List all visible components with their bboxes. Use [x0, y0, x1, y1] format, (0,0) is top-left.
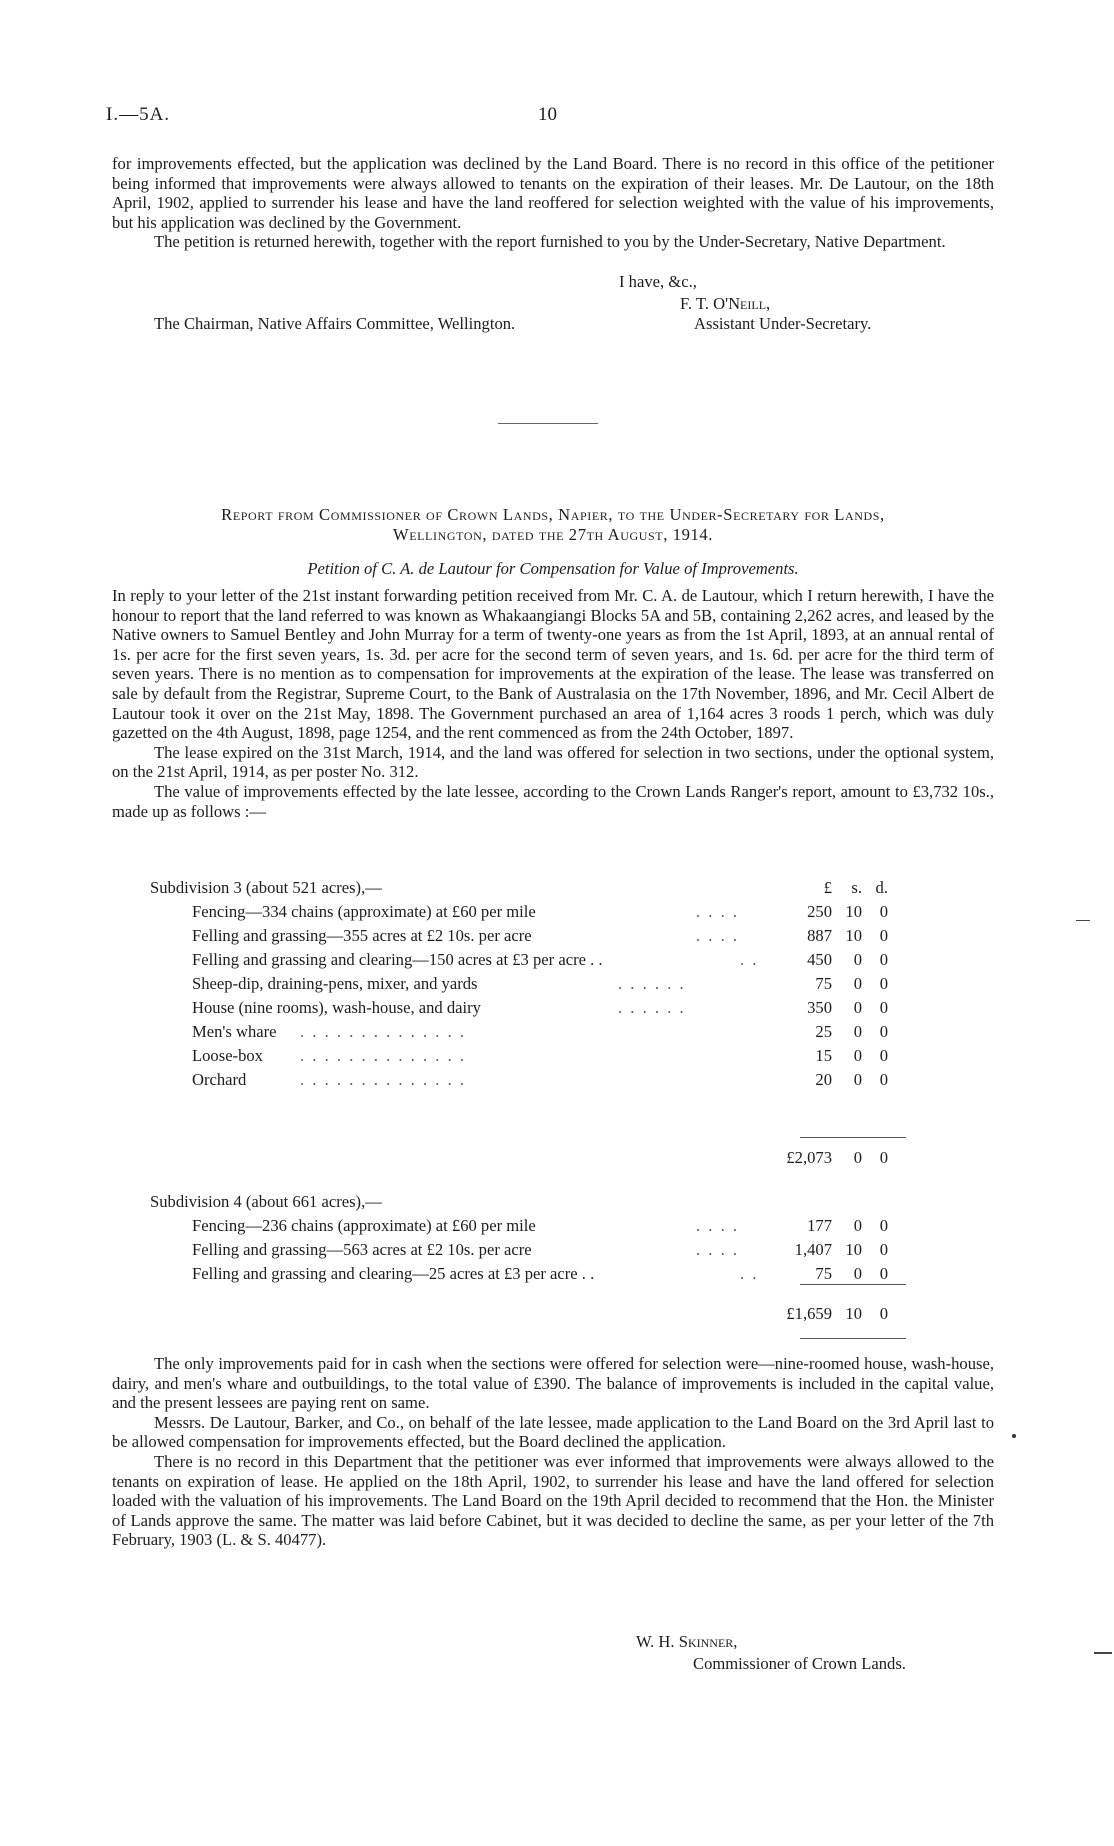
dot-leader: . . . . . . . . . . . . . .: [300, 1070, 467, 1089]
amount-pounds: 177: [807, 1216, 832, 1235]
amount-pence: 0: [879, 1240, 888, 1259]
amount-pounds: 250: [807, 902, 832, 921]
amount-shillings: 0: [853, 974, 862, 993]
item-description: Men's whare: [192, 1022, 277, 1041]
subdivision-3-total-row: [150, 1146, 940, 1170]
report-signer: W. H. Skinner,: [636, 1632, 738, 1651]
letter-addressee: The Chairman, Native Affairs Committee, Wellington.: [154, 314, 516, 333]
letter-paragraph-2: The petition is returned herewith, together with the report furnished to you by the Under-Secretary, Native Department.: [154, 232, 946, 252]
amount-pence: 0: [879, 1216, 888, 1235]
total-shillings: 10: [845, 1304, 862, 1323]
amount-pence: 0: [879, 950, 888, 969]
dot-leader: . . . .: [696, 926, 740, 945]
amount-pounds: 15: [815, 1046, 832, 1065]
total-pence: 0: [879, 1148, 888, 1167]
amount-pounds: 887: [807, 926, 832, 945]
table-row: [150, 996, 940, 1020]
dot-leader: . . . .: [696, 1240, 740, 1259]
report-paragraph-3: The value of improvements effected by the late lessee, according to the Crown Lands Ranger's report, amount to £3,732 10s., made up as follows :—: [112, 781, 994, 821]
col-pence-header: d.: [875, 878, 888, 897]
amount-pounds: 350: [807, 998, 832, 1017]
subdivision-4-table: [150, 1190, 940, 1286]
amount-pence: 0: [879, 998, 888, 1017]
letter-closing: I have, &c.,: [619, 272, 697, 291]
subdivision-4-total-row: [150, 1302, 940, 1326]
dot-leader: . . . . . .: [618, 998, 686, 1017]
amount-shillings: 0: [853, 950, 862, 969]
closing-body: [112, 1354, 994, 1550]
table-row: [150, 1214, 940, 1238]
letter-body: [112, 154, 994, 252]
table-row: [150, 900, 940, 924]
dot-leader: . . . .: [696, 1216, 740, 1235]
item-description: Orchard: [192, 1070, 247, 1089]
report-title-line-2: Wellington, dated the 27th August, 1914.: [392, 525, 714, 544]
item-description: Fencing—334 chains (approximate) at £60 per mile: [192, 902, 536, 921]
amount-shillings: 0: [853, 1046, 862, 1065]
dot-leader: . . . . . . . . . . . . . .: [300, 1046, 467, 1065]
table-row: [150, 1044, 940, 1068]
item-description: Fencing—236 chains (approximate) at £60 per mile: [192, 1216, 536, 1235]
table-row: [150, 1020, 940, 1044]
amount-pounds: 20: [815, 1070, 832, 1089]
letter-signer: F. T. O'Neill,: [680, 294, 771, 313]
amount-pence: 0: [879, 1070, 888, 1089]
dot-leader: . . . . . .: [618, 974, 686, 993]
amount-pence: 0: [879, 1264, 888, 1283]
closing-paragraph-2: Messrs. De Lautour, Barker, and Co., on behalf of the late lessee, made application to the Land Board on the 3rd April last to be allowed compensation for improvements effected, but the Board declined the application.: [112, 1412, 994, 1452]
page-number: 10: [538, 104, 557, 125]
total-row: [150, 1146, 940, 1170]
amount-pounds: 75: [815, 974, 832, 993]
amount-shillings: 0: [853, 1022, 862, 1041]
item-description: Felling and grassing and clearing—25 acres at £3 per acre . .: [192, 1264, 595, 1283]
margin-mark: [1076, 920, 1090, 921]
amount-pounds: 450: [807, 950, 832, 969]
table-row: [150, 1262, 940, 1286]
amount-pence: 0: [879, 1046, 888, 1065]
closing-paragraph-3: There is no record in this Department that the petitioner was ever informed that improvements were always allowed to the tenants on expiration of lease. He applied on the 18th April, 1902, to surrender his lease and have the land offered for selection loaded with the valuation of his improvements. The Land Board on the 19th April decided to recommend that the Hon. the Minister of Lands approve the same. The matter was laid before Cabinet, but it was decided to decline the same, as per your letter of the 7th February, 1903 (L. & S. 40477).: [112, 1451, 994, 1550]
amount-shillings: 0: [853, 1264, 862, 1283]
letter-signer-title: Assistant Under-Secretary.: [694, 314, 872, 333]
col-shillings-header: s.: [851, 878, 862, 897]
margin-speck: [1012, 1434, 1016, 1438]
report-title: [112, 505, 994, 545]
subdivision-3-heading: Subdivision 3 (about 521 acres),—: [150, 878, 382, 897]
amount-shillings: 0: [853, 1216, 862, 1235]
total-shillings: 0: [853, 1148, 862, 1167]
report-paragraph-2: The lease expired on the 31st March, 1914, and the land was offered for selection in two sections, under the optional system, on the 21st April, 1914, as per poster No. 312.: [112, 742, 994, 782]
total-pence: 0: [879, 1304, 888, 1323]
margin-mark: [1094, 1652, 1112, 1654]
amount-shillings: 10: [845, 902, 862, 921]
item-description: Felling and grassing and clearing—150 acres at £3 per acre . .: [192, 950, 603, 969]
amount-pounds: 75: [815, 1264, 832, 1283]
table-header-row: [150, 876, 940, 900]
table-row: [150, 1068, 940, 1092]
report-title-line-1: Report from Commissioner of Crown Lands, Napier, to the Under-Secretary for Lands,: [221, 505, 885, 524]
dot-leader: . .: [740, 1264, 759, 1283]
item-description: House (nine rooms), wash-house, and dairy: [192, 998, 481, 1017]
amount-shillings: 10: [845, 1240, 862, 1259]
closing-paragraph-1: The only improvements paid for in cash when the sections were offered for selection were—nine-roomed house, wash-house, dairy, and men's whare and outbuildings, to the total value of £390. The balance of improvements is included in the capital value, and the present lessees are paying rent on same.: [112, 1354, 994, 1413]
total-row: [150, 1302, 940, 1326]
amount-pounds: 1,407: [794, 1240, 832, 1259]
report-paragraph-1: In reply to your letter of the 21st instant forwarding petition received from Mr. C. A. de Lautour, which I return herewith, I have the honour to report that the land referred to was known as Whakaangiangi Blocks 5A and 5B, containing 2,262 acres, and leased by the Native owners to Samuel Bentley and John Murray for a term of twenty-one years as from the 1st April, 1893, at an annual rental of 1s. per acre for the first seven years, 1s. 3d. per acre for the second term of seven years, and 1s. 6d. per acre for the third term of seven years. There is no mention as to compensation for improvements at the expiration of the lease. The lease was transferred on sale by default from the Registrar, Supreme Court, to the Bank of Australasia on the 17th November, 1896, and Mr. Cecil Albert de Lautour took it over on the 21st May, 1898. The Government purchased an area of 1,164 acres 3 roods 1 perch, which was duly gazetted on the 4th August, 1898, page 1254, and the rent commenced as from the 24th October, 1897.: [112, 586, 994, 743]
amount-pence: 0: [879, 1022, 888, 1041]
amount-pence: 0: [879, 974, 888, 993]
table-row: [150, 924, 940, 948]
improvements-table: [150, 876, 940, 1092]
table-header-row: [150, 1190, 940, 1214]
amount-pence: 0: [879, 926, 888, 945]
item-description: Sheep-dip, draining-pens, mixer, and yards: [192, 974, 478, 993]
table-row: [150, 1238, 940, 1262]
subtotal-rule: [800, 1284, 906, 1285]
report-body: [112, 586, 994, 821]
subtotal-rule: [800, 1137, 906, 1138]
dot-leader: . .: [740, 950, 759, 969]
item-description: Loose-box: [192, 1046, 263, 1065]
document-reference: I.—5A.: [106, 104, 171, 125]
total-pounds: £1,659: [786, 1304, 832, 1323]
letter-paragraph-1: for improvements effected, but the application was declined by the Land Board. There is no record in this office of the petitioner being informed that improvements were always allowed to tenants on the expiration of their leases. Mr. De Lautour, on the 18th April, 1902, applied to surrender his lease and have the land reoffered for selection weighted with the value of his improvements, but his application was declined by the Government.: [112, 154, 994, 232]
item-description: Felling and grassing—563 acres at £2 10s. per acre: [192, 1240, 532, 1259]
amount-shillings: 10: [845, 926, 862, 945]
dot-leader: . . . . . . . . . . . . . .: [300, 1022, 467, 1041]
report-signer-title: Commissioner of Crown Lands.: [693, 1654, 906, 1673]
amount-pounds: 25: [815, 1022, 832, 1041]
amount-shillings: 0: [853, 1070, 862, 1089]
table-row: [150, 972, 940, 996]
report-subtitle: Petition of C. A. de Lautour for Compensation for Value of Improvements.: [307, 559, 799, 578]
table-row: [150, 948, 940, 972]
total-rule: [800, 1338, 906, 1339]
item-description: Felling and grassing—355 acres at £2 10s. per acre: [192, 926, 532, 945]
subdivision-4-heading: Subdivision 4 (about 661 acres),—: [150, 1192, 382, 1211]
total-pounds: £2,073: [786, 1148, 832, 1167]
dot-leader: . . . .: [696, 902, 740, 921]
section-divider: [498, 423, 598, 424]
col-pounds-header: £: [823, 878, 832, 897]
amount-shillings: 0: [853, 998, 862, 1017]
amount-pence: 0: [879, 902, 888, 921]
